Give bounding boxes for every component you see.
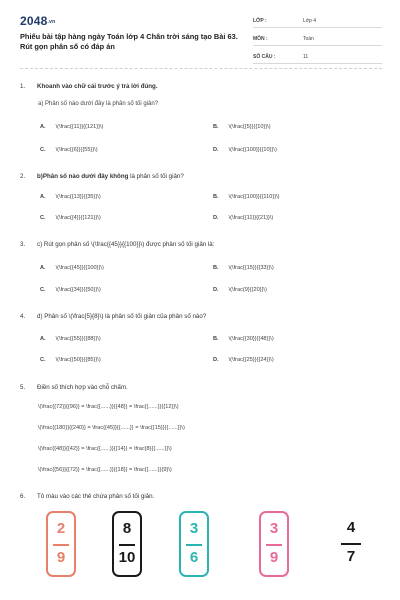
fraction-bar (53, 544, 69, 546)
card-numerator: 2 (56, 520, 66, 537)
card-numerator: 8 (122, 520, 132, 537)
fraction-card[interactable] (46, 511, 76, 577)
card-denominator: 7 (346, 548, 356, 565)
question-number: 4. (20, 313, 26, 320)
option-b[interactable]: B. \(\frac{{5}}{{10}}\) (213, 124, 271, 130)
meta-subject (253, 32, 382, 46)
question-number: 3. (20, 241, 26, 248)
fill-line-2[interactable]: \(\frac{{180}}{{240}} = \frac{{45}}{{......}} = \frac{{15}}{{......}}\) (38, 425, 185, 431)
option-a[interactable]: A. \(\frac{{55}}{{88}}\) (40, 336, 101, 342)
logo-suffix: .vn (47, 18, 56, 25)
fill-line-3[interactable]: \(\frac{{48}}{{42}} = \frac{{......}}{{14}} = \frac{8}{{......}}\) (38, 446, 172, 452)
worksheet-header (20, 12, 382, 64)
question-number: 6. (20, 493, 26, 500)
option-d[interactable]: D. \(\frac{{25}}{{24}}\) (213, 357, 274, 363)
card-numerator: 4 (346, 519, 356, 536)
fraction-card[interactable] (112, 511, 142, 577)
worksheet-title: Phiếu bài tập hàng ngày Toán lớp 4 Chân trời sáng tạo Bài 63. Rút gọn phân số có đáp án (20, 32, 238, 51)
question-text: Tô màu vào các thẻ chứa phân số tối giản. (37, 493, 155, 500)
question-text: b)Phân số nào dưới đây không là phân số tối giản? (37, 173, 184, 180)
fraction-bar (266, 544, 282, 546)
question-1-sub: a) Phân số nào dưới đây là phân số tối giản? (38, 101, 159, 107)
option-a[interactable]: A. \(\frac{{13}}{{35}}\) (40, 194, 101, 200)
question-number: 1. (20, 83, 26, 90)
meta-value: 11 (303, 54, 309, 60)
card-denominator: 9 (56, 549, 66, 566)
option-a[interactable]: A. \(\frac{{45}}{{100}}\) (40, 265, 104, 271)
option-c[interactable]: C. \(\frac{{4}}{{121}}\) (40, 215, 101, 221)
question-text: Khoanh vào chữ cái trước ý trả lời đúng. (37, 83, 158, 90)
question-text: Điền số thích hợp vào chỗ chấm. (37, 384, 128, 391)
meta-key: SỐ CÂU : (253, 54, 276, 60)
option-d[interactable]: D. \(\frac{{11}}{{21}}\) (213, 215, 274, 221)
fill-line-4[interactable]: \(\frac{{56}}{{72}} = \frac{{......}}{{18}} = \frac{{......}}{9}\) (38, 467, 172, 473)
meta-grade (253, 14, 382, 28)
card-numerator: 3 (189, 520, 199, 537)
card-denominator: 6 (189, 549, 199, 566)
fraction-bar (186, 544, 202, 546)
fraction-bar (341, 543, 361, 545)
card-denominator: 9 (269, 549, 279, 566)
option-b[interactable]: B. \(\frac{{100}}{{110}}\) (213, 194, 280, 200)
question-text: c) Rút gọn phân số \(\frac{{45}}{{100}}\) được phân số tối giản là: (37, 241, 215, 248)
meta-key: MÔN : (253, 36, 268, 42)
fill-line-1[interactable]: \(\frac{{72}}{{96}} = \frac{{......}}{{48}} = \frac{{......}}{{12}}\) (38, 404, 179, 410)
logo-text: 2048 (20, 14, 48, 28)
option-c[interactable]: C. \(\frac{{34}}{{50}}\) (40, 287, 101, 293)
meta-value: Toán (303, 36, 314, 42)
site-logo[interactable] (20, 14, 55, 28)
question-number: 2. (20, 173, 26, 180)
option-d[interactable]: D. \(\frac{{100}}{{10}}\) (213, 147, 277, 153)
option-b[interactable]: B. \(\frac{{15}}{{33}}\) (213, 265, 274, 271)
question-text: d) Phân số \(\frac{5}{8}\) là phân số tối giản của phân số nào? (37, 313, 207, 320)
card-numerator: 3 (269, 520, 279, 537)
option-c[interactable]: C. \(\frac{{50}}{{85}}\) (40, 357, 101, 363)
option-b[interactable]: B. \(\frac{{30}}{{48}}\) (213, 336, 274, 342)
meta-key: LỚP : (253, 18, 267, 24)
fraction-card[interactable] (179, 511, 209, 577)
fraction-card[interactable] (335, 514, 367, 576)
header-divider (20, 68, 382, 69)
option-c[interactable]: C. \(\frac{{6}}{{55}}\) (40, 147, 98, 153)
fraction-card[interactable] (259, 511, 289, 577)
card-denominator: 10 (118, 549, 136, 566)
option-a[interactable]: A. \(\frac{{11}}{{121}}\) (40, 124, 104, 130)
meta-question-count (253, 50, 382, 64)
option-d[interactable]: D. \(\frac{9}{{20}}\) (213, 287, 267, 293)
meta-value: Lớp 4 (303, 18, 317, 24)
question-number: 5. (20, 384, 26, 391)
fraction-bar (119, 544, 135, 546)
